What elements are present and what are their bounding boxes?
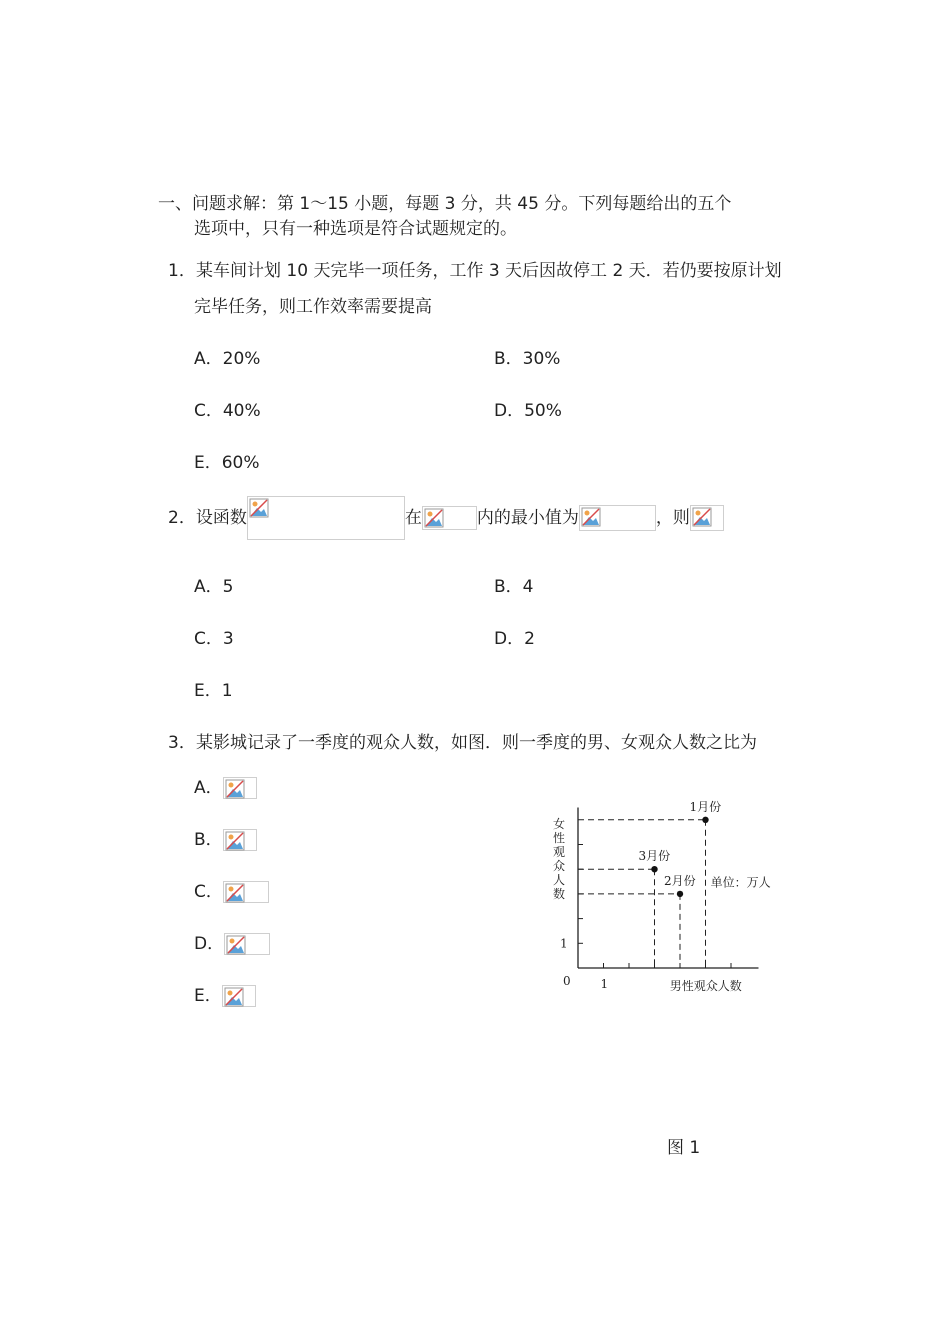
q3-option-b-image — [223, 829, 257, 851]
data-point-label: 3月份 — [638, 849, 671, 864]
formula-image-function — [247, 496, 405, 540]
question-2-seg3: 内的最小值为 — [476, 508, 579, 528]
broken-image-icon — [692, 507, 712, 527]
q1-option-a: A．20% — [194, 349, 261, 369]
section-heading-line1: 一、问题求解：第 1～15 小题，每题 3 分，共 45 分。下列每题给出的五个 — [158, 194, 732, 214]
q1-option-e: E．60% — [194, 453, 260, 473]
q3-option-c-label: C． — [194, 882, 223, 902]
y-label-char: 人 — [553, 873, 566, 887]
broken-image-icon — [224, 987, 244, 1007]
q3-option-e-label: E． — [194, 986, 222, 1006]
data-point-label: 2月份 — [664, 873, 696, 888]
question-2-seg2: 在 — [404, 508, 422, 528]
q1-option-b: B．30% — [494, 349, 561, 369]
question-3-number: 3． — [168, 733, 196, 753]
q3-option-a — [194, 776, 257, 800]
section-heading-line2: 选项中，只有一种选项是符合试题规定的。 — [194, 219, 517, 239]
q2-option-d: D．2 — [494, 629, 535, 649]
broken-image-icon — [225, 883, 245, 903]
q1-option-d: D．50% — [494, 401, 562, 421]
formula-image-interval — [422, 506, 477, 530]
data-point — [651, 866, 657, 872]
question-2-seg4: ，则 — [655, 508, 690, 528]
formula-image-min-value — [579, 505, 656, 531]
chart-y-tick-label: 1 — [560, 936, 568, 951]
broken-image-icon — [581, 507, 601, 527]
question-2 — [168, 496, 724, 540]
chart-y-axis-label — [553, 817, 565, 901]
question-3-text: 某影城记录了一季度的观众人数，如图．则一季度的男、女观众人数之比为 — [196, 733, 757, 753]
q3-option-c-image — [223, 881, 269, 903]
audience-scatter-chart — [540, 790, 800, 1000]
y-label-char: 数 — [553, 887, 566, 901]
question-1-line2: 完毕任务，则工作效率需要提高 — [194, 297, 432, 317]
question-2-seg1: 设函数 — [195, 508, 247, 528]
q2-option-c: C．3 — [194, 629, 234, 649]
q3-option-e — [194, 984, 256, 1008]
broken-image-icon — [226, 935, 246, 955]
q3-option-a-image — [223, 777, 257, 799]
q3-option-c — [194, 880, 269, 904]
broken-image-icon — [225, 779, 245, 799]
chart-unit-note: 单位：万人 — [710, 875, 771, 890]
broken-image-icon — [249, 498, 269, 518]
chart-x-axis-label: 男性观众人数 — [669, 979, 742, 993]
chart-points — [639, 800, 722, 897]
q3-option-b — [194, 828, 257, 852]
data-point — [702, 817, 708, 823]
broken-image-icon — [424, 508, 444, 528]
y-label-char: 性 — [553, 831, 566, 845]
broken-image-icon — [225, 831, 245, 851]
chart-dashed-guides — [578, 820, 706, 968]
figure-caption: 图 1 — [667, 1138, 701, 1158]
q3-option-d-image — [224, 933, 270, 955]
y-label-char: 众 — [553, 859, 566, 873]
question-1-line1: 某车间计划 10 天完毕一项任务，工作 3 天后因故停工 2 天．若仍要按原计划 — [196, 261, 782, 281]
q3-option-b-label: B． — [194, 830, 223, 850]
question-2-number: 2． — [168, 508, 196, 528]
y-label-char: 女 — [553, 817, 566, 831]
q1-option-c: C．40% — [194, 401, 261, 421]
y-label-char: 观 — [553, 845, 566, 859]
chart-x-tick-label: 1 — [600, 977, 609, 991]
data-point-label: 1月份 — [689, 799, 722, 814]
q3-option-d — [194, 932, 270, 956]
chart-origin-label: 0 — [563, 974, 571, 988]
q2-option-e: E．1 — [194, 681, 233, 701]
formula-image-unknown — [690, 505, 724, 531]
q2-option-b: B．4 — [494, 577, 534, 597]
q2-option-a: A．5 — [194, 577, 234, 597]
q3-option-d-label: D． — [194, 934, 225, 954]
q3-option-a-label: A． — [194, 778, 223, 798]
q3-option-e-image — [222, 985, 256, 1007]
data-point — [677, 891, 683, 897]
question-1-number: 1． — [168, 261, 196, 281]
